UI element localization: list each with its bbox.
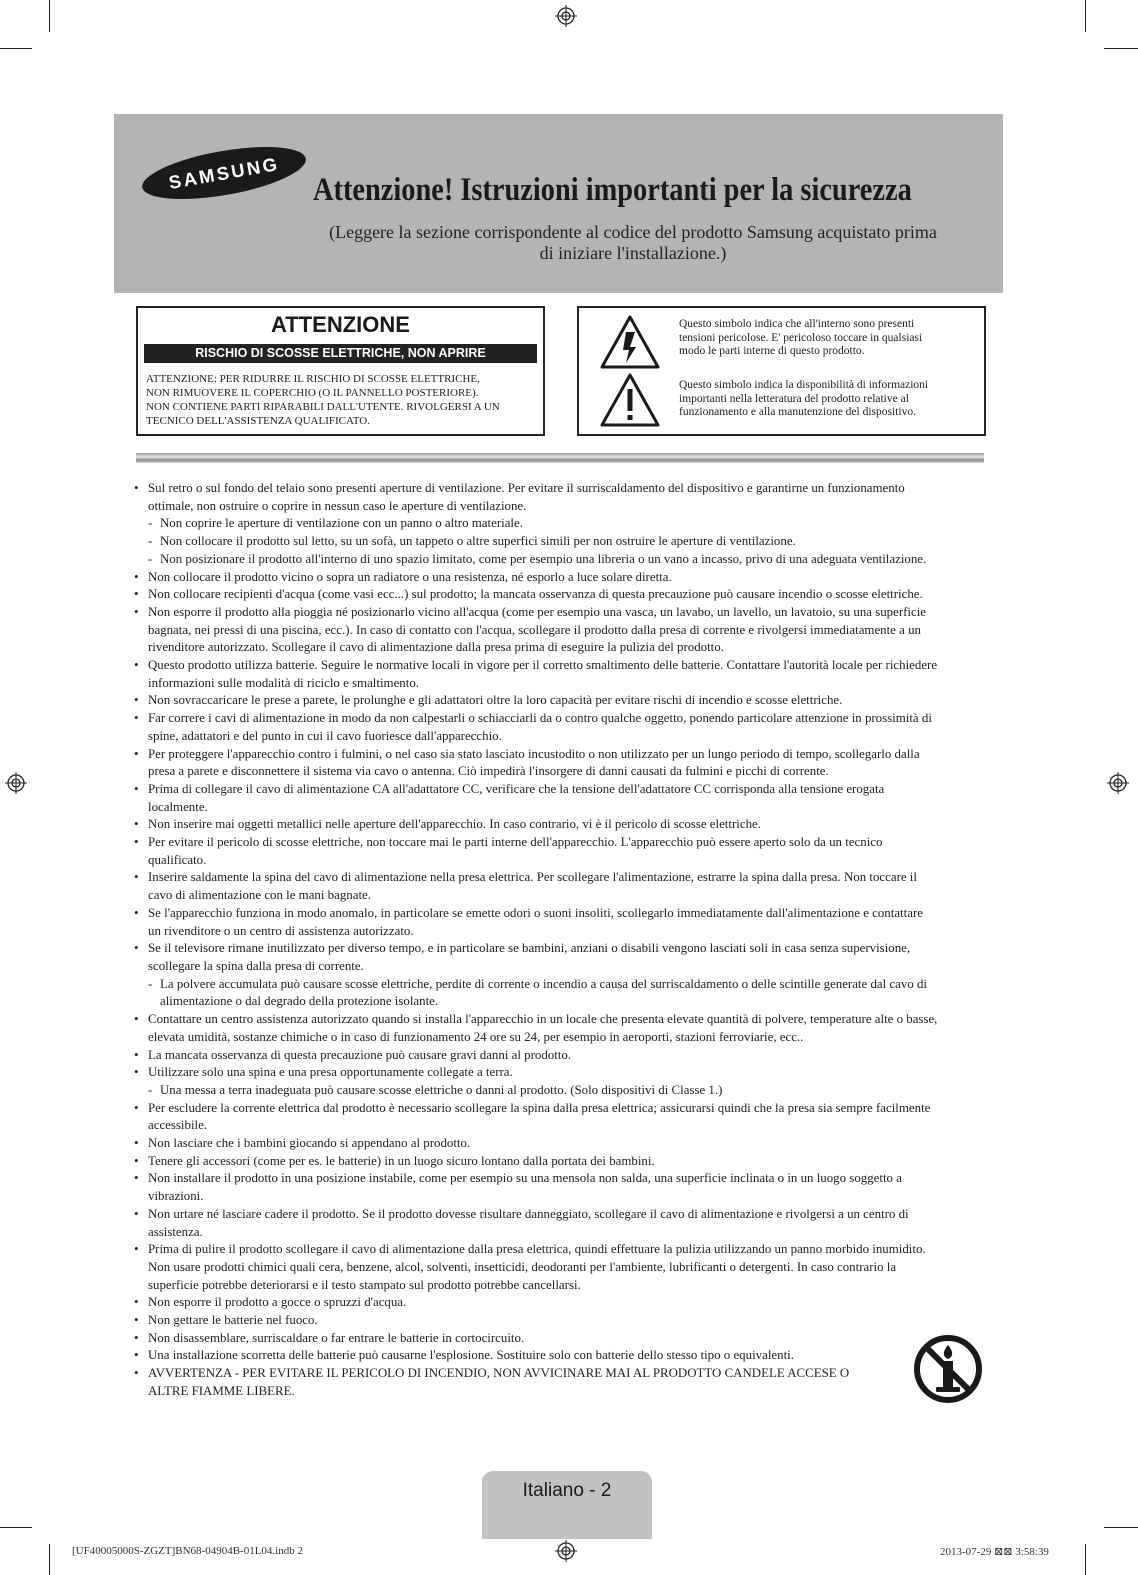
list-item-line: un rivenditore o un centro di assistenza autorizzato. xyxy=(148,923,414,938)
bullet-marker: • xyxy=(134,1313,139,1328)
list-item xyxy=(134,1135,986,1153)
list-item-line: Non inserire mai oggetti metallici nelle aperture dell'apparecchio. In caso contrario, vi è il pericolo di scosse elettriche. xyxy=(148,817,761,832)
list-item xyxy=(134,1100,986,1135)
list-item-line: Prima di collegare il cavo di alimentazione CA all'adattatore CC, verificare che la tensione dell'adattatore CC corrisponda alla tensione erogata xyxy=(148,781,885,796)
caution-box xyxy=(136,306,545,436)
list-item-line: La polvere accumulata può causare scosse elettriche, perdite di corrente o incendio a causa del surriscaldamento o delle scintille generate dal cavo di xyxy=(160,976,928,991)
list-item-line: Non collocare il prodotto sul letto, su un sofà, un tappeto o altre superfici simili per non ostruire le aperture di ventilazione. xyxy=(160,534,796,549)
bullet-marker: • xyxy=(134,835,139,850)
list-item-line: alimentazione o dal degrado della protezione isolante. xyxy=(160,994,439,1009)
bullet-marker: • xyxy=(134,1206,139,1221)
list-item xyxy=(134,746,986,781)
bullet-marker: • xyxy=(134,587,139,602)
list-item xyxy=(134,1206,986,1241)
page-title: Attenzione! Istruzioni importanti per la sicurezza xyxy=(313,172,912,208)
bullet-marker: • xyxy=(134,604,139,619)
list-item-line: Non urtare né lasciare cadere il prodotto. Se il prodotto dovesse risultare danneggiato, scollegare il cavo di alimentazione e rivolgersi a un centro di xyxy=(148,1206,909,1221)
list-item-line: localmente. xyxy=(148,799,208,814)
bullet-marker: • xyxy=(134,870,139,885)
sub-list-item xyxy=(134,1082,986,1100)
high-voltage-icon xyxy=(599,314,661,370)
bullet-marker: • xyxy=(134,1330,139,1345)
crop-mark xyxy=(0,48,32,49)
list-item-line: rivenditore autorizzato. Scollegare il cavo di alimentazione dalla presa prima di eseguire la pulizia del prodotto. xyxy=(148,640,724,655)
list-item-line: Una installazione scorretta delle batterie può causarne l'esplosione. Sostituire solo con batterie dello stesso tipo o equivalenti. xyxy=(148,1348,794,1363)
list-item xyxy=(134,1170,986,1205)
list-item xyxy=(134,905,986,940)
list-item-line: Questo prodotto utilizza batterie. Seguire le normative locali in vigore per il corretto smaltimento delle batterie. Contattare l'autorità locale per richiedere xyxy=(148,658,938,673)
list-item-line: Non usare prodotti chimici quali cera, benzene, alcol, solventi, insetticidi, deodoranti per l'ambiente, lubrificanti o detergenti. In caso contrario la xyxy=(148,1259,897,1274)
symbol-description xyxy=(679,379,979,420)
page-number: Italiano - 2 xyxy=(522,1480,612,1501)
sub-list-item xyxy=(134,976,986,1011)
dash-marker: - xyxy=(148,1082,153,1097)
caution-body-line: TECNICO DELL'ASSISTENZA QUALIFICATO. xyxy=(146,415,370,427)
list-item xyxy=(134,604,986,657)
dash-marker: - xyxy=(148,534,153,549)
dash-marker: - xyxy=(148,976,153,991)
bullet-marker: • xyxy=(134,1047,139,1062)
list-item-line: Per proteggere l'apparecchio contro i fulmini, o nel caso sia stato lasciato incustodito o non utilizzato per un lungo periodo di tempo, scollegarlo dalla xyxy=(148,746,920,761)
sub-list-item xyxy=(134,533,986,551)
footer-timestamp: 2013-07-29 ⊠⊠ 3:58:39 xyxy=(940,1546,1049,1558)
caution-body xyxy=(146,372,541,428)
list-item-line: Non esporre il prodotto a gocce o spruzzi d'acqua. xyxy=(148,1295,407,1310)
list-item-line: Per escludere la corrente elettrica dal prodotto è necessario scollegare la spina dalla presa elettrica; assicurarsi quindi che la presa sia sempre facilmente xyxy=(148,1100,931,1115)
list-item-line: qualificato. xyxy=(148,852,207,867)
sub-list-item xyxy=(134,515,986,533)
bullet-marker: • xyxy=(134,693,139,708)
symbol-description-line: Questo simbolo indica la disponibilità di informazioni xyxy=(679,379,929,391)
list-item-line: Far correre i cavi di alimentazione in modo da non calpestarli o schiacciarli da o contro qualche oggetto, ponendo particolare attenzione in prossimità di xyxy=(148,711,932,726)
page-number-tab xyxy=(482,1471,652,1539)
dash-marker: - xyxy=(148,551,153,566)
bullet-marker: • xyxy=(134,1012,139,1027)
list-item-line: Una messa a terra inadeguata può causare scosse elettriche o danni al prodotto. (Solo dispositivi di Classe 1.) xyxy=(160,1082,723,1097)
symbol-description xyxy=(679,318,979,359)
bullet-marker: • xyxy=(134,1348,139,1363)
list-item-line: Utilizzare solo una spina e una presa opportunamente collegate a terra. xyxy=(148,1065,513,1080)
registration-mark-icon xyxy=(555,1540,577,1562)
caution-warning-band: RISCHIO DI SCOSSE ELETTRICHE, NON APRIRE xyxy=(144,344,537,363)
bullet-marker: • xyxy=(134,1065,139,1080)
bullet-marker: • xyxy=(134,481,139,495)
list-item xyxy=(134,480,986,515)
list-item-line: Non collocare il prodotto vicino o sopra un radiatore o una resistenza, né esporlo a luce solare diretta. xyxy=(148,569,672,584)
bullet-marker: • xyxy=(134,1100,139,1115)
list-item xyxy=(134,710,986,745)
list-item-line: Tenere gli accessori (come per es. le batterie) in un luogo sicuro lontano dalla portata dei bambini. xyxy=(148,1153,655,1168)
list-item xyxy=(134,1064,986,1082)
svg-text:SAMSUNG: SAMSUNG xyxy=(166,152,282,194)
registration-mark-icon xyxy=(5,772,27,794)
symbol-description-line: Questo simbolo indica che all'interno sono presenti xyxy=(679,318,915,330)
subtitle-line: (Leggere la sezione corrispondente al codice del prodotto Samsung acquistato prima xyxy=(329,222,937,242)
crop-mark xyxy=(49,1544,50,1575)
list-item xyxy=(134,1347,986,1365)
crop-mark xyxy=(1085,1544,1086,1575)
crop-mark xyxy=(0,1527,32,1528)
bullet-marker: • xyxy=(134,1366,139,1381)
subtitle-line: di iniziare l'installazione.) xyxy=(539,243,727,263)
bullet-marker: • xyxy=(134,569,139,584)
list-item xyxy=(134,781,986,816)
list-item xyxy=(134,692,986,710)
registration-mark-icon xyxy=(555,5,577,27)
list-item xyxy=(134,1330,986,1348)
list-item-line: Non coprire le aperture di ventilazione con un panno o altro materiale. xyxy=(160,516,523,531)
symbols-box xyxy=(577,306,986,436)
bullet-marker: • xyxy=(134,711,139,726)
crop-mark xyxy=(1104,48,1138,49)
symbol-description-line: funzionamento e alla manutenzione del dispositivo. xyxy=(679,406,916,418)
list-item-line: accessibile. xyxy=(148,1118,208,1133)
list-item xyxy=(134,657,986,692)
list-item-line: superficie potrebbe deteriorarsi e il testo stampato sul prodotto potrebbe cancellarsi. xyxy=(148,1277,581,1292)
list-item xyxy=(134,940,986,975)
list-item-line: Contattare un centro assistenza autorizzato quando si installa l'apparecchio in un locale che presenta elevate quantità di polvere, temperature alte o basse, xyxy=(148,1012,938,1027)
list-item xyxy=(134,1047,986,1065)
list-item xyxy=(134,816,986,834)
list-item xyxy=(134,1365,908,1400)
symbol-description-line: modo le parti interne di questo prodotto. xyxy=(679,345,865,357)
list-item-line: Non installare il prodotto in una posizione instabile, come per esempio su una mensola non salda, una superficie inclinata o in un luogo soggetto a xyxy=(148,1171,902,1186)
list-item-line: Inserire saldamente la spina del cavo di alimentazione nella presa elettrica. Per scollegare l'alimentazione, estrarre la spina dalla presa. Non toccare il xyxy=(148,870,917,885)
page-subtitle xyxy=(290,222,976,264)
list-item-line: Sul retro o sul fondo del telaio sono presenti aperture di ventilazione. Per evitare il surriscaldamento del dispositivo e garantirne un funzionamento xyxy=(148,481,905,495)
caution-body-line: NON RIMUOVERE IL COPERCHIO (O IL PANNELLO POSTERIORE). xyxy=(146,387,479,399)
list-item-line: Non posizionare il prodotto all'interno di uno spazio limitato, come per esempio una libreria o un vano a incasso, privo di una adeguata ventilazione. xyxy=(160,551,927,566)
no-candle-icon xyxy=(912,1333,984,1405)
list-item-line: Non esporre il prodotto alla pioggia né posizionarlo vicino all'acqua (come per esempio una vasca, un lavabo, un lavello, un lavatoio, su una superficie xyxy=(148,604,927,619)
bullet-marker: • xyxy=(134,746,139,761)
symbol-description-line: importanti nella letteratura del prodotto relative al xyxy=(679,392,909,405)
list-item-line: Se il televisore rimane inutilizzato per diverso tempo, e in particolare se bambini, anziani o disabili vengono lasciati soli in casa senza supervisione, xyxy=(148,941,911,956)
list-item-line: scollegare la spina dalla presa di corrente. xyxy=(148,958,364,973)
dash-marker: - xyxy=(148,516,153,531)
list-item xyxy=(134,586,986,604)
list-item-line: ottimale, non ostruire o coprire in nessun caso le aperture di ventilazione. xyxy=(148,498,527,513)
list-item-line: spine, adattatori e del punto in cui il cavo fuoriesce dall'apparecchio. xyxy=(148,728,502,743)
list-item-line: La mancata osservanza di questa precauzione può causare gravi danni al prodotto. xyxy=(148,1047,572,1062)
list-item xyxy=(134,1294,986,1312)
bullet-marker: • xyxy=(134,1153,139,1168)
safety-instructions-list xyxy=(134,480,986,1401)
list-item-line: cavo di alimentazione con le mani bagnate. xyxy=(148,888,371,903)
exclamation-icon xyxy=(599,372,661,428)
bullet-marker: • xyxy=(134,905,139,920)
list-item-line: Per evitare il pericolo di scosse elettriche, non toccare mai le parti interne dell'apparecchio. L'apparecchio può essere aperto solo da un tecnico xyxy=(148,835,883,850)
caution-title: ATTENZIONE xyxy=(271,312,410,337)
list-item-line: Non gettare le batterie nel fuoco. xyxy=(148,1313,318,1328)
list-item xyxy=(134,1312,986,1330)
crop-mark xyxy=(1104,1527,1138,1528)
list-item-line: Non sovraccaricare le prese a parete, le prolunghe e gli adattatori oltre la loro capacità per evitare rischi di incendio e scosse elettriche. xyxy=(148,693,843,708)
list-item-line: AVVERTENZA - PER EVITARE IL PERICOLO DI INCENDIO, NON AVVICINARE MAI AL PRODOTTO CANDELE ACCESE O xyxy=(148,1366,850,1381)
list-item-line: Non collocare recipienti d'acqua (come vasi ecc...) sul prodotto; la mancata osservanza di questa precauzione può causare incendio o scosse elettriche. xyxy=(148,587,923,602)
list-item xyxy=(134,1241,986,1294)
footer-file-info: [UF40005000S-ZGZT]BN68-04904B-01L04.indb 2 xyxy=(72,1545,303,1557)
list-item-line: informazioni sulle modalità di riciclo e smaltimento. xyxy=(148,675,419,690)
bullet-marker: • xyxy=(134,941,139,956)
list-item-line: elevata umidità, sostanze chimiche o in caso di funzionamento 24 ore su 24, per esempio in aeroporti, stazioni ferroviarie, ecc.. xyxy=(148,1029,804,1044)
bullet-marker: • xyxy=(134,1136,139,1151)
bullet-marker: • xyxy=(134,658,139,673)
list-item-line: Prima di pulire il prodotto scollegare il cavo di alimentazione dalla presa elettrica, quindi effettuare la pulizia utilizzando un panno morbido inumidito. xyxy=(148,1242,926,1257)
list-item xyxy=(134,1153,986,1171)
caution-body-line: ATTENZIONE: PER RIDURRE IL RISCHIO DI SCOSSE ELETTRICHE, xyxy=(146,373,480,385)
symbol-description-line: tensioni pericolose. E' pericoloso toccare in qualsiasi xyxy=(679,331,923,344)
section-divider xyxy=(136,453,984,463)
crop-mark xyxy=(1085,0,1086,32)
bullet-marker: • xyxy=(134,1295,139,1310)
list-item-line: presa a parete e disconnettere il sistema via cavo o antenna. Ciò impedirà l'insorgere di danni causati da fulmini e picchi di corrente. xyxy=(148,764,829,779)
list-item-line: bagnata, nei pressi di una piscina, ecc.). In caso di contatto con l'acqua, scollegare il prodotto dalla presa di corrente e rivolgersi immediatamente a un xyxy=(148,622,921,637)
list-item xyxy=(134,569,986,587)
list-item-line: Non lasciare che i bambini giocando si appendano al prodotto. xyxy=(148,1136,471,1151)
samsung-logo xyxy=(140,144,308,202)
list-item-line: vibrazioni. xyxy=(148,1189,204,1204)
caution-body-line: NON CONTIENE PARTI RIPARABILI DALL'UTENTE. RIVOLGERSI A UN xyxy=(146,401,500,413)
list-item xyxy=(134,869,986,904)
bullet-marker: • xyxy=(134,1171,139,1186)
sub-list-item xyxy=(134,551,986,569)
bullet-marker: • xyxy=(134,817,139,832)
list-item xyxy=(134,1011,986,1046)
list-item xyxy=(134,834,986,869)
list-item-line: assistenza. xyxy=(148,1224,203,1239)
bullet-marker: • xyxy=(134,1242,139,1257)
crop-mark xyxy=(49,0,50,32)
list-item-line: ALTRE FIAMME LIBERE. xyxy=(148,1383,295,1398)
registration-mark-icon xyxy=(1107,772,1129,794)
list-item-line: Se l'apparecchio funziona in modo anomalo, in particolare se emette odori o suoni insoliti, scollegarlo immediatamente dall'alimentazione e contattare xyxy=(148,905,923,920)
bullet-marker: • xyxy=(134,781,139,796)
list-item-line: Non disassemblare, surriscaldare o far entrare le batterie in cortocircuito. xyxy=(148,1330,525,1345)
